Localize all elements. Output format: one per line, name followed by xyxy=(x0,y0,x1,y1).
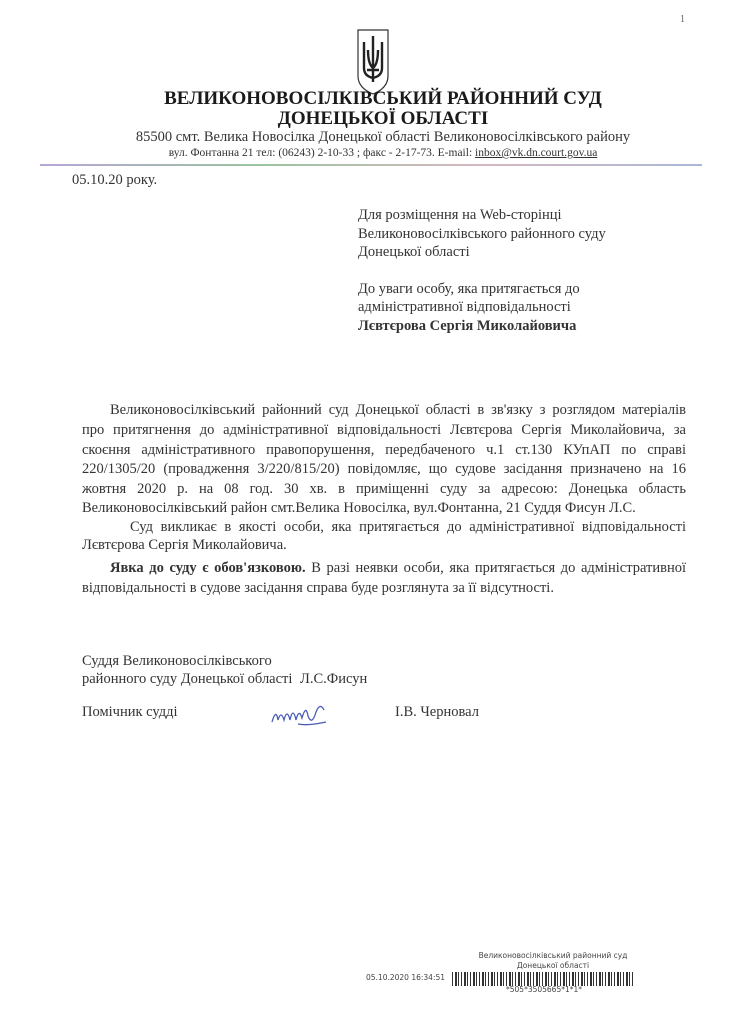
mandatory-notice: Явка до суду є обов'язковою. xyxy=(110,560,306,576)
coat-of-arms-icon xyxy=(356,28,390,96)
barcode-text: *505*3505665*1*1* xyxy=(506,985,583,994)
barcode xyxy=(452,972,634,986)
address-line1: 85500 смт. Велика Новосілка Донецької області Великоновосілківського району xyxy=(135,129,631,145)
body-text: В разі неявки особи, яка притягається до адміністративної xyxy=(305,560,687,576)
stamp-court-line1: Великоновосілківський районний суд xyxy=(478,951,628,960)
addressee-line: Великоновосілківського районного суду xyxy=(358,225,606,242)
header-divider xyxy=(40,164,702,166)
body-line: Лєвтєрова Сергія Миколайовича. xyxy=(82,537,287,553)
judge-title-line2: районного суду Донецької області xyxy=(82,671,293,687)
stamp-court-line2: Донецької області xyxy=(516,961,590,970)
assistant-title: Помічник судді xyxy=(82,704,178,720)
addressee-line: Для розміщення на Web-сторінці xyxy=(358,207,562,223)
addressee-block xyxy=(358,206,606,335)
judge-title-line1: Суддя Великоновосілківського xyxy=(82,653,272,669)
body-line xyxy=(110,560,686,577)
email-link[interactable]: inbox@vk.dn.court.gov.ua xyxy=(475,147,598,159)
page-number: 1 xyxy=(680,14,685,25)
body-line: жовтня 2020 р. на 08 год. 30 хв. в приміщенні суду за адресою: Донецька область xyxy=(82,481,686,497)
addressee-line: До уваги особу, яка притягається до xyxy=(358,280,580,297)
contacts-text: вул. Фонтанна 21 тел: (06243) 2-10-33 ; факс - 2-17-73. E-mail: xyxy=(168,147,476,159)
document-date: 05.10.20 року. xyxy=(72,172,158,188)
court-name-line2: ДОНЕЦЬКОЇ ОБЛАСТІ xyxy=(277,108,489,129)
assistant-name: І.В. Черновал xyxy=(395,704,479,720)
court-name-line1: ВЕЛИКОНОВОСІЛКІВСЬКИЙ РАЙОННИЙ СУД xyxy=(164,88,602,109)
stamp-timestamp: 05.10.2020 16:34:51 xyxy=(366,973,446,982)
body-line: про притягнення до адміністративної відповідальності Лєвтєрова Сергія Миколайовича, за xyxy=(82,422,686,438)
body-line: Великоновосілківський районний суд Донецької області в зв'язку з розглядом матеріалів xyxy=(110,402,686,418)
addressee-name: Лєвтєрова Сергія Миколайовича xyxy=(358,317,577,334)
body-line: Суд викликає в якості особи, яка притягається до адміністративної відповідальності xyxy=(130,519,686,535)
addressee-line: Донецької області xyxy=(358,244,470,260)
body-line: відповідальності в судове засідання справа буде розглянута за її відсутності. xyxy=(82,580,554,596)
body-line: скоєння адміністративного правопорушення, передбаченого ч.1 ст.130 КУпАП по справі xyxy=(82,442,686,458)
body-line: Великоновосілківський район смт.Велика Новосілка, вул.Фонтанна, 21 Суддя Фисун Л.С. xyxy=(82,500,636,516)
body-line: 220/1305/20 (провадження 3/220/815/20) повідомляє, що судове засідання призначено на 16 xyxy=(82,461,686,477)
handwritten-signature xyxy=(268,700,334,730)
address-line2 xyxy=(0,147,748,159)
addressee-line: адміністративної відповідальності xyxy=(358,299,571,315)
judge-name: Л.С.Фисун xyxy=(300,671,368,687)
registration-stamp xyxy=(478,951,628,971)
